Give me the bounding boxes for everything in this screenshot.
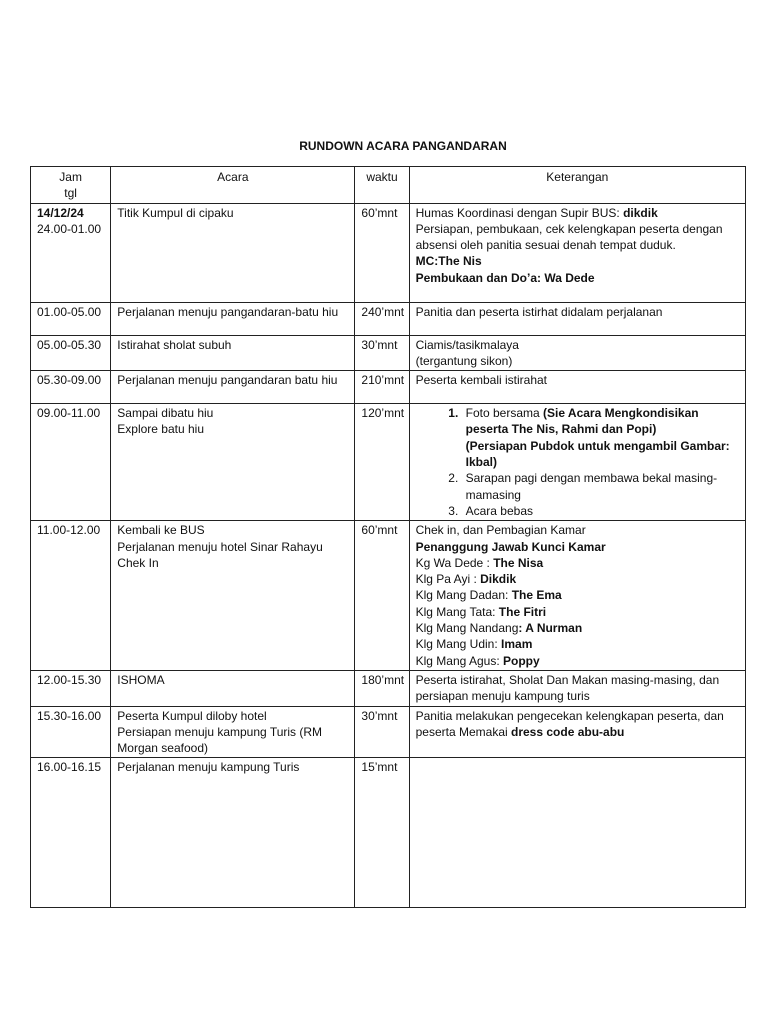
activity-list — [416, 405, 739, 519]
keterangan-bold: Penanggung Jawab Kunci Kamar — [415, 539, 606, 554]
pj-person: The Nisa — [493, 555, 544, 570]
acara-cell — [111, 404, 355, 521]
waktu-cell: 60’mnt — [355, 521, 409, 671]
pj-person: The Ema — [511, 588, 562, 603]
pj-person: The Fitri — [498, 604, 547, 619]
pj-family: Kg Wa Dede : — [415, 555, 494, 570]
header-waktu: waktu — [355, 167, 409, 204]
keterangan-cell — [409, 404, 745, 521]
table-row — [31, 404, 746, 521]
doa-text: Pembukaan dan Do’a: Wa Dede — [415, 270, 595, 285]
header-jam: Jam — [59, 170, 82, 184]
pj-line — [416, 604, 739, 620]
waktu-cell: 30’mnt — [355, 706, 409, 758]
pj-line — [416, 620, 739, 636]
pj-line — [416, 555, 739, 571]
acara-text: Titik Kumpul di cipaku — [117, 205, 234, 220]
keterangan-text: Humas Koordinasi dengan Supir BUS: — [415, 205, 624, 220]
list-item-text: Sarapan pagi dengan membawa bekal masing-mamasing — [465, 471, 718, 502]
acara-text: Perjalanan menuju pangandaran batu hiu — [117, 373, 338, 388]
time-cell: 05.30-09.00 — [31, 371, 111, 404]
table-row — [31, 758, 746, 908]
pj-person: Dikdik — [480, 572, 517, 587]
keterangan-text: Ciamis/tasikmalaya — [415, 337, 519, 352]
acara-cell — [111, 670, 355, 706]
waktu-cell: 15’mnt — [355, 758, 409, 908]
pj-family: Klg Mang Tata: — [415, 604, 499, 619]
keterangan-text: Panitia melakukan pengecekan kelengkapan peserta, dan peserta Memakai — [415, 708, 724, 739]
time-cell — [31, 203, 111, 302]
acara-text: Perjalanan menuju hotel Sinar Rahayu — [117, 539, 323, 554]
pj-family: Klg Mang Nandang — [415, 621, 519, 636]
list-item — [462, 470, 739, 503]
document-title: RUNDOWN ACARA PANGANDARAN — [299, 139, 507, 153]
acara-cell — [111, 758, 355, 908]
pj-line — [416, 653, 739, 669]
keterangan-line — [416, 205, 739, 221]
table-header-row — [31, 167, 746, 204]
pj-line — [416, 571, 739, 587]
keterangan-cell — [409, 521, 745, 671]
list-item — [462, 405, 739, 470]
acara-text: Kembali ke BUS — [117, 523, 205, 538]
table-row — [31, 670, 746, 706]
mc-text: MC:The Nis — [415, 254, 482, 269]
dress-code-text: dress code abu-abu — [511, 724, 625, 739]
acara-text: Peserta Kumpul diloby hotel — [117, 708, 267, 723]
pj-family: Klg Mang Dadan: — [415, 588, 512, 603]
table-row — [31, 521, 746, 671]
time-cell: 09.00-11.00 — [31, 404, 111, 521]
list-item-text: Acara bebas — [465, 503, 534, 518]
keterangan-cell: Peserta istirahat, Sholat Dan Makan masing-masing, dan persiapan menuju kampung turis — [409, 670, 745, 706]
acara-text: Perjalanan menuju kampung Turis — [117, 760, 300, 775]
waktu-cell: 240’mnt — [355, 302, 409, 335]
acara-cell — [111, 521, 355, 671]
time-cell: 01.00-05.00 — [31, 302, 111, 335]
pj-person: Poppy — [503, 653, 540, 668]
pj-family: Klg Mang Agus: — [415, 653, 504, 668]
acara-cell — [111, 706, 355, 758]
acara-text: Perjalanan menuju pangandaran-batu hiu — [117, 304, 339, 319]
table-row — [31, 335, 746, 371]
keterangan-cell — [409, 335, 745, 371]
time-cell: 05.00-05.30 — [31, 335, 111, 371]
list-item-bold: (Sie Acara Mengkondisikan peserta The Nis, Rahmi dan Popi) — [465, 406, 699, 437]
header-jam-tgl — [31, 167, 111, 204]
date-text: 14/12/24 — [37, 205, 84, 220]
time-cell: 11.00-12.00 — [31, 521, 111, 671]
list-item-text: Foto bersama — [465, 406, 543, 421]
acara-text: Chek In — [117, 555, 159, 570]
acara-text: Persiapan menuju kampung Turis (RM Morgan seafood) — [117, 724, 323, 756]
acara-cell — [111, 203, 355, 302]
acara-text: Istirahat sholat subuh — [117, 337, 232, 352]
time-text: 24.00-01.00 — [37, 221, 102, 236]
time-cell: 16.00-16.15 — [31, 758, 111, 908]
waktu-cell: 30’mnt — [355, 335, 409, 371]
acara-cell — [111, 371, 355, 404]
keterangan-text: Persiapan, pembukaan, cek kelengkapan peserta dengan absensi oleh panitia sesuai denah tempat duduk. — [415, 221, 723, 253]
keterangan-text: Chek in, dan Pembagian Kamar — [415, 523, 586, 538]
keterangan-cell — [409, 758, 745, 908]
table-row — [31, 371, 746, 404]
acara-cell — [111, 335, 355, 371]
pj-line — [416, 587, 739, 603]
pj-family: Klg Mang Udin: — [415, 637, 502, 652]
acara-text: Sampai dibatu hiu — [117, 406, 214, 421]
pj-person: : A Nurman — [518, 621, 583, 636]
keterangan-cell: Peserta kembali istirahat — [409, 371, 745, 404]
acara-cell — [111, 302, 355, 335]
time-cell: 12.00-15.30 — [31, 670, 111, 706]
time-cell: 15.30-16.00 — [31, 706, 111, 758]
table-row — [31, 706, 746, 758]
table-row — [31, 302, 746, 335]
waktu-cell: 180’mnt — [355, 670, 409, 706]
pj-person: Imam — [501, 637, 533, 652]
keterangan-cell — [409, 706, 745, 758]
pj-line — [416, 636, 739, 652]
waktu-cell: 60’mnt — [355, 203, 409, 302]
keterangan-text: (tergantung sikon) — [415, 353, 513, 368]
header-tgl: tgl — [64, 186, 77, 201]
acara-text: ISHOMA — [117, 672, 165, 687]
list-item — [462, 503, 739, 519]
waktu-cell: 120’mnt — [355, 404, 409, 521]
waktu-cell: 210’mnt — [355, 371, 409, 404]
acara-text: Explore batu hiu — [117, 422, 205, 437]
pj-family: Klg Pa Ayi : — [415, 572, 481, 587]
keterangan-cell — [409, 203, 745, 302]
header-acara: Acara — [111, 167, 355, 204]
header-keterangan: Keterangan — [409, 167, 745, 204]
list-item-bold: (Persiapan Pubdok untuk mengambil Gambar: Ikbal) — [465, 438, 730, 470]
keterangan-bold: dikdik — [623, 205, 658, 220]
keterangan-cell: Panitia dan peserta istirhat didalam perjalanan — [409, 302, 745, 335]
table-row — [31, 203, 746, 302]
rundown-table — [30, 166, 746, 908]
